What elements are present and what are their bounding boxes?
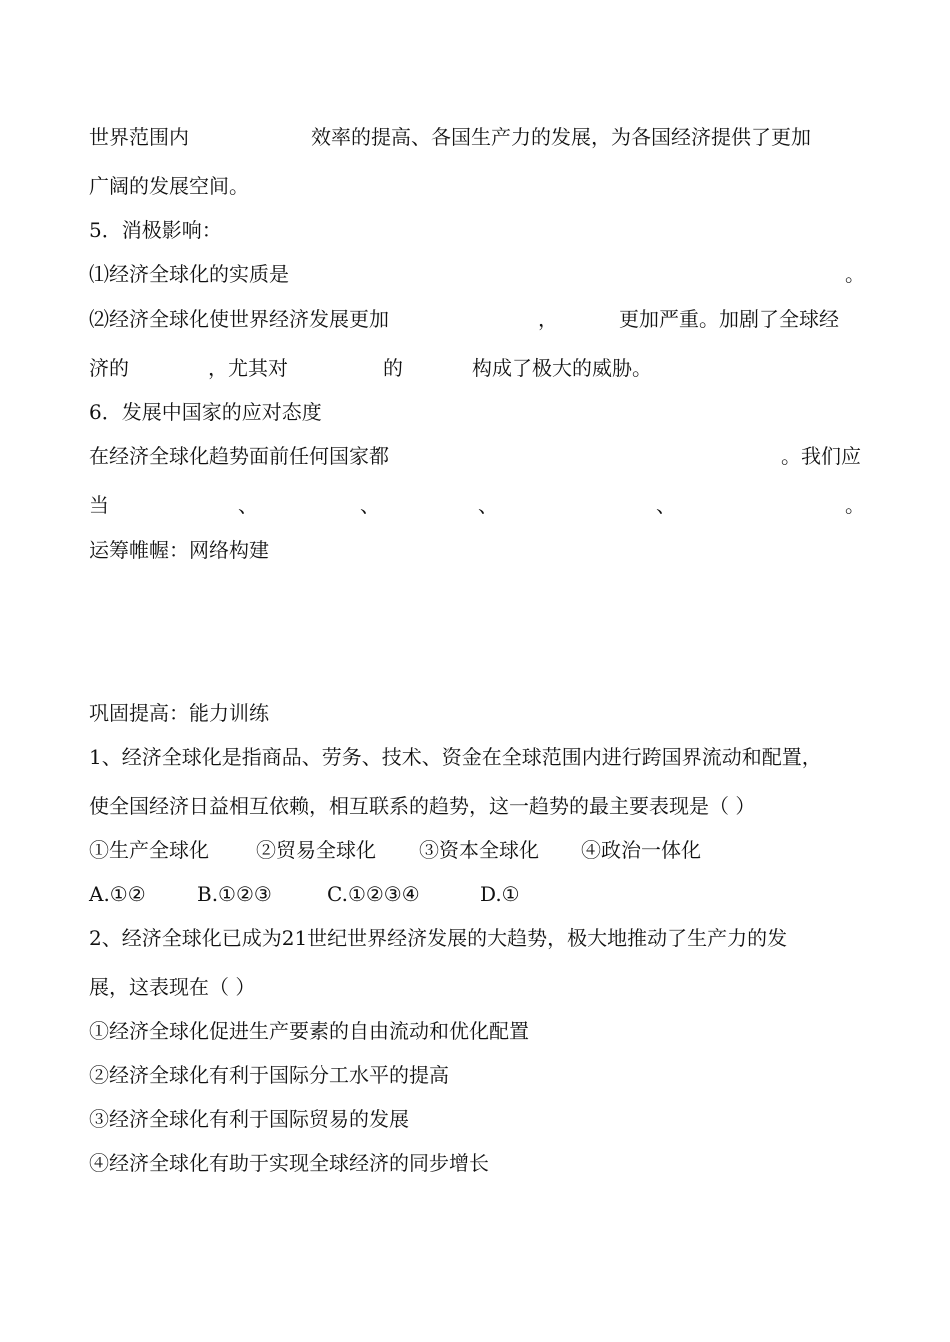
- section-heading: 巩固提高：能力训练: [89, 701, 269, 725]
- text-segment: ，: [538, 307, 558, 331]
- question-text: 使全国经济日益相互依赖，相互联系的趋势，这一趋势的最主要表现是（ ）: [89, 794, 756, 818]
- text-segment: ⑴经济全球化的实质是: [89, 262, 289, 286]
- text-segment: 效率的提高、各国生产力的发展，为各国经济提供了更加: [311, 125, 811, 149]
- section-heading: 运筹帷幄：网络构建: [89, 538, 269, 562]
- question-text: 1、经济全球化是指商品、劳务、技术、资金在全球范围内进行跨国界流动和配置，: [89, 745, 822, 769]
- text-segment: 当: [89, 493, 109, 517]
- text-segment: 、: [656, 493, 676, 517]
- text-segment: 世界范围内: [89, 125, 189, 149]
- list-item: ①经济全球化促进生产要素的自由流动和优化配置: [89, 1019, 529, 1043]
- list-item: ③资本全球化: [419, 838, 539, 862]
- text-segment: 、: [478, 493, 498, 517]
- answer-choice: C.①②③④: [327, 882, 420, 906]
- section-heading: 5．消极影响：: [89, 218, 222, 242]
- list-item: ②经济全球化有利于国际分工水平的提高: [89, 1063, 449, 1087]
- text-segment: 构成了极大的威胁。: [472, 356, 652, 380]
- list-item: ④经济全球化有助于实现全球经济的同步增长: [89, 1151, 489, 1175]
- text-line: 广阔的发展空间。: [89, 174, 249, 198]
- answer-choice: B.①②③: [197, 882, 272, 906]
- text-segment: 济的: [89, 356, 129, 380]
- list-item: ③经济全球化有利于国际贸易的发展: [89, 1107, 409, 1131]
- text-segment: 、: [238, 493, 258, 517]
- list-item: ①生产全球化: [89, 838, 209, 862]
- section-heading: 6．发展中国家的应对态度: [89, 400, 322, 424]
- text-segment: 。: [845, 262, 865, 286]
- question-text: 展，这表现在（ ）: [89, 975, 256, 999]
- text-segment: 、: [360, 493, 380, 517]
- list-item: ②贸易全球化: [256, 838, 376, 862]
- question-text: 2、经济全球化已成为21世纪世界经济发展的大趋势，极大地推动了生产力的发: [89, 926, 788, 950]
- text-segment: 。我们应: [781, 444, 861, 468]
- text-segment: ⑵经济全球化使世界经济发展更加: [89, 307, 389, 331]
- answer-choice: A.①②: [89, 882, 146, 906]
- text-segment: ，尤其对: [208, 356, 288, 380]
- text-segment: 更加严重。加剧了全球经: [619, 307, 839, 331]
- text-segment: 的: [383, 356, 403, 380]
- text-segment: 在经济全球化趋势面前任何国家都: [89, 444, 389, 468]
- list-item: ④政治一体化: [581, 838, 701, 862]
- answer-choice: D.①: [480, 882, 520, 906]
- text-segment: 。: [845, 493, 865, 517]
